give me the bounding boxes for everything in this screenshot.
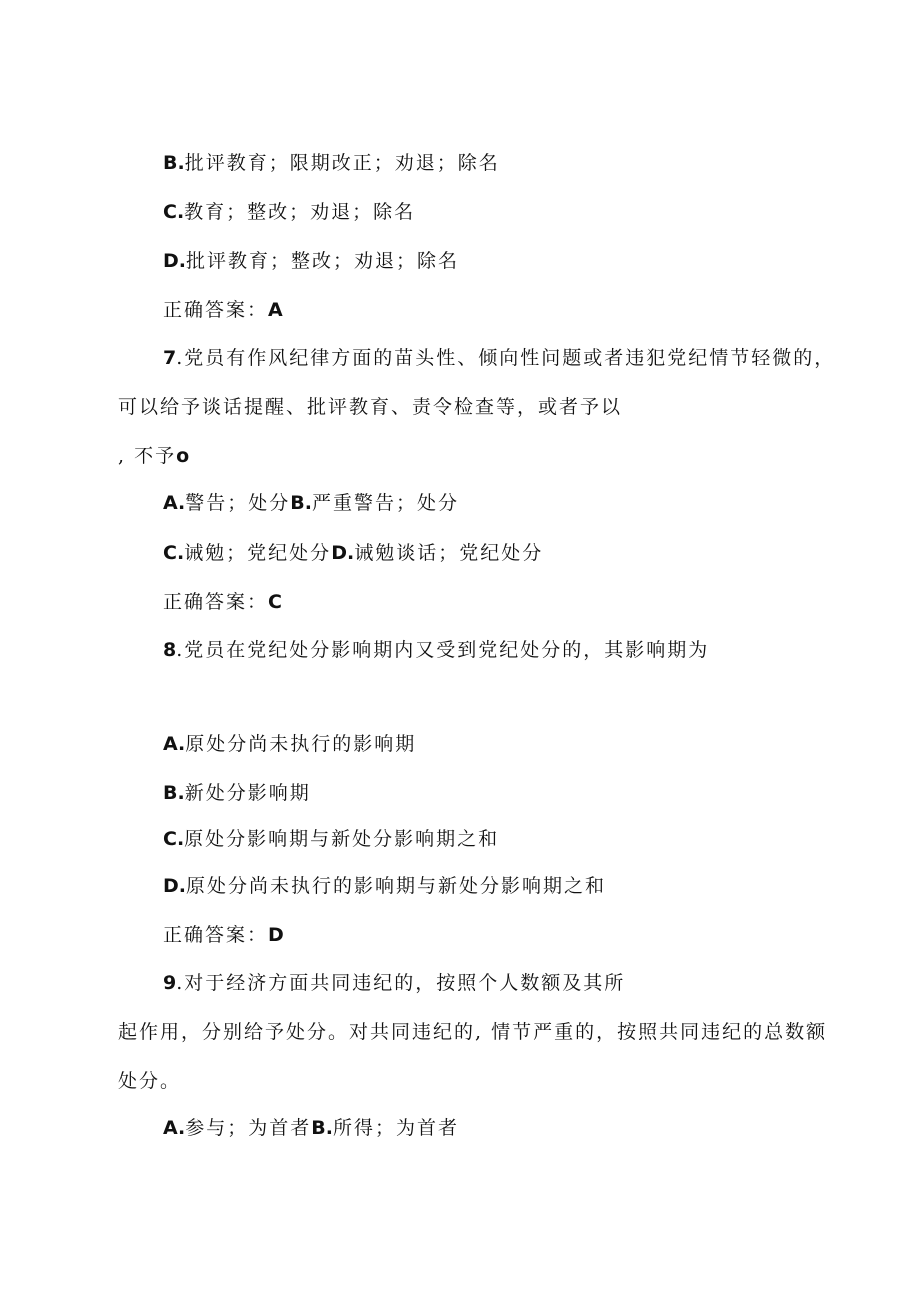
q6-answer (163, 297, 283, 323)
q8-option-d-text: 原处分尚未执行的影响期与新处分影响期之和 (186, 875, 607, 897)
q8-stem-text-1: .党员在党纪处分影响期内又受到党纪处分的，其影响期为 (176, 639, 710, 661)
q9-stem-text-1: .对于经济方面共同违纪的，按照个人数额及其所 (176, 972, 626, 994)
q8-answer (163, 922, 284, 948)
q6-option-c (163, 199, 415, 225)
q7-option-a-letter: A. (163, 492, 186, 514)
q9-stem-line-3: 处分。 (118, 1070, 182, 1092)
q9-stem-line-2: 起作用，分别给予处分。对共同违纪的, 情节严重的，按照共同违纪的总数额 (118, 1021, 828, 1043)
q9-number: 9 (163, 972, 177, 994)
q6-option-c-letter: C. (163, 201, 185, 223)
q8-option-a-text: 原处分尚未执行的影响期 (185, 733, 417, 755)
q8-option-b (163, 780, 311, 806)
q8-option-a-letter: A. (163, 733, 186, 755)
q6-option-d-letter: D. (163, 250, 186, 272)
q6-option-c-text: 教育；整改；劝退；除名 (184, 201, 416, 223)
q8-answer-value: D (268, 924, 284, 946)
q8-option-d (163, 873, 606, 899)
q7-answer (163, 589, 282, 615)
q8-option-b-text: 新处分影响期 (184, 782, 311, 804)
q6-option-d (163, 248, 459, 274)
q7-stem-text-1: .党员有作风纪律方面的苗头性、倾向性问题或者违犯党纪情节轻微的， (176, 347, 836, 369)
q7-number: 7 (163, 347, 177, 369)
q7-stem-line-2: 可以给予谈话提醒、批评教育、责令检查等，或者予以 (118, 396, 623, 418)
q8-option-c (163, 826, 499, 852)
q9-options-ab (163, 1115, 459, 1141)
q8-answer-label: 正确答案： (163, 924, 269, 946)
q9-option-a-text: 参与；为首者 (185, 1117, 312, 1139)
q7-stem-line-3 (118, 443, 189, 469)
q7-answer-value: C (268, 591, 282, 613)
q8-number: 8 (163, 639, 177, 661)
q7-stem-line-1 (163, 345, 835, 371)
q6-answer-label: 正确答案： (163, 299, 269, 321)
q6-option-b (163, 150, 500, 176)
q7-option-b-letter: B. (290, 492, 312, 514)
q6-option-b-text: 批评教育；限期改正；劝退；除名 (184, 152, 500, 174)
q8-option-d-letter: D. (163, 875, 186, 897)
q6-option-d-text: 批评教育；整改；劝退；除名 (186, 250, 460, 272)
q7-options-cd (163, 540, 543, 566)
q9-option-b-letter: B. (311, 1117, 333, 1139)
q6-answer-value: A (268, 299, 283, 321)
q7-option-c-text: 诫勉；党纪处分 (184, 542, 332, 564)
q8-option-c-letter: C. (163, 828, 185, 850)
q8-stem-line-1 (163, 637, 709, 663)
q7-option-d-letter: D. (331, 542, 355, 564)
q8-option-b-letter: B. (163, 782, 185, 804)
q9-stem-line-1 (163, 970, 625, 996)
q7-options-ab (163, 490, 459, 516)
q7-option-a-text: 警告；处分 (185, 492, 291, 514)
q7-option-b-text: 严重警告；处分 (312, 492, 460, 514)
q9-option-a-letter: A. (163, 1117, 186, 1139)
q8-option-c-text: 原处分影响期与新处分影响期之和 (184, 828, 500, 850)
q6-option-b-letter: B. (163, 152, 185, 174)
q7-stem-text-3: , 不予 (118, 445, 177, 467)
q7-answer-label: 正确答案： (163, 591, 269, 613)
q7-option-c-letter: C. (163, 542, 185, 564)
q7-stem-tail: o (176, 445, 190, 467)
q9-option-b-text: 所得；为首者 (333, 1117, 460, 1139)
q8-option-a (163, 731, 416, 757)
q7-option-d-text: 诫勉谈话；党纪处分 (354, 542, 544, 564)
